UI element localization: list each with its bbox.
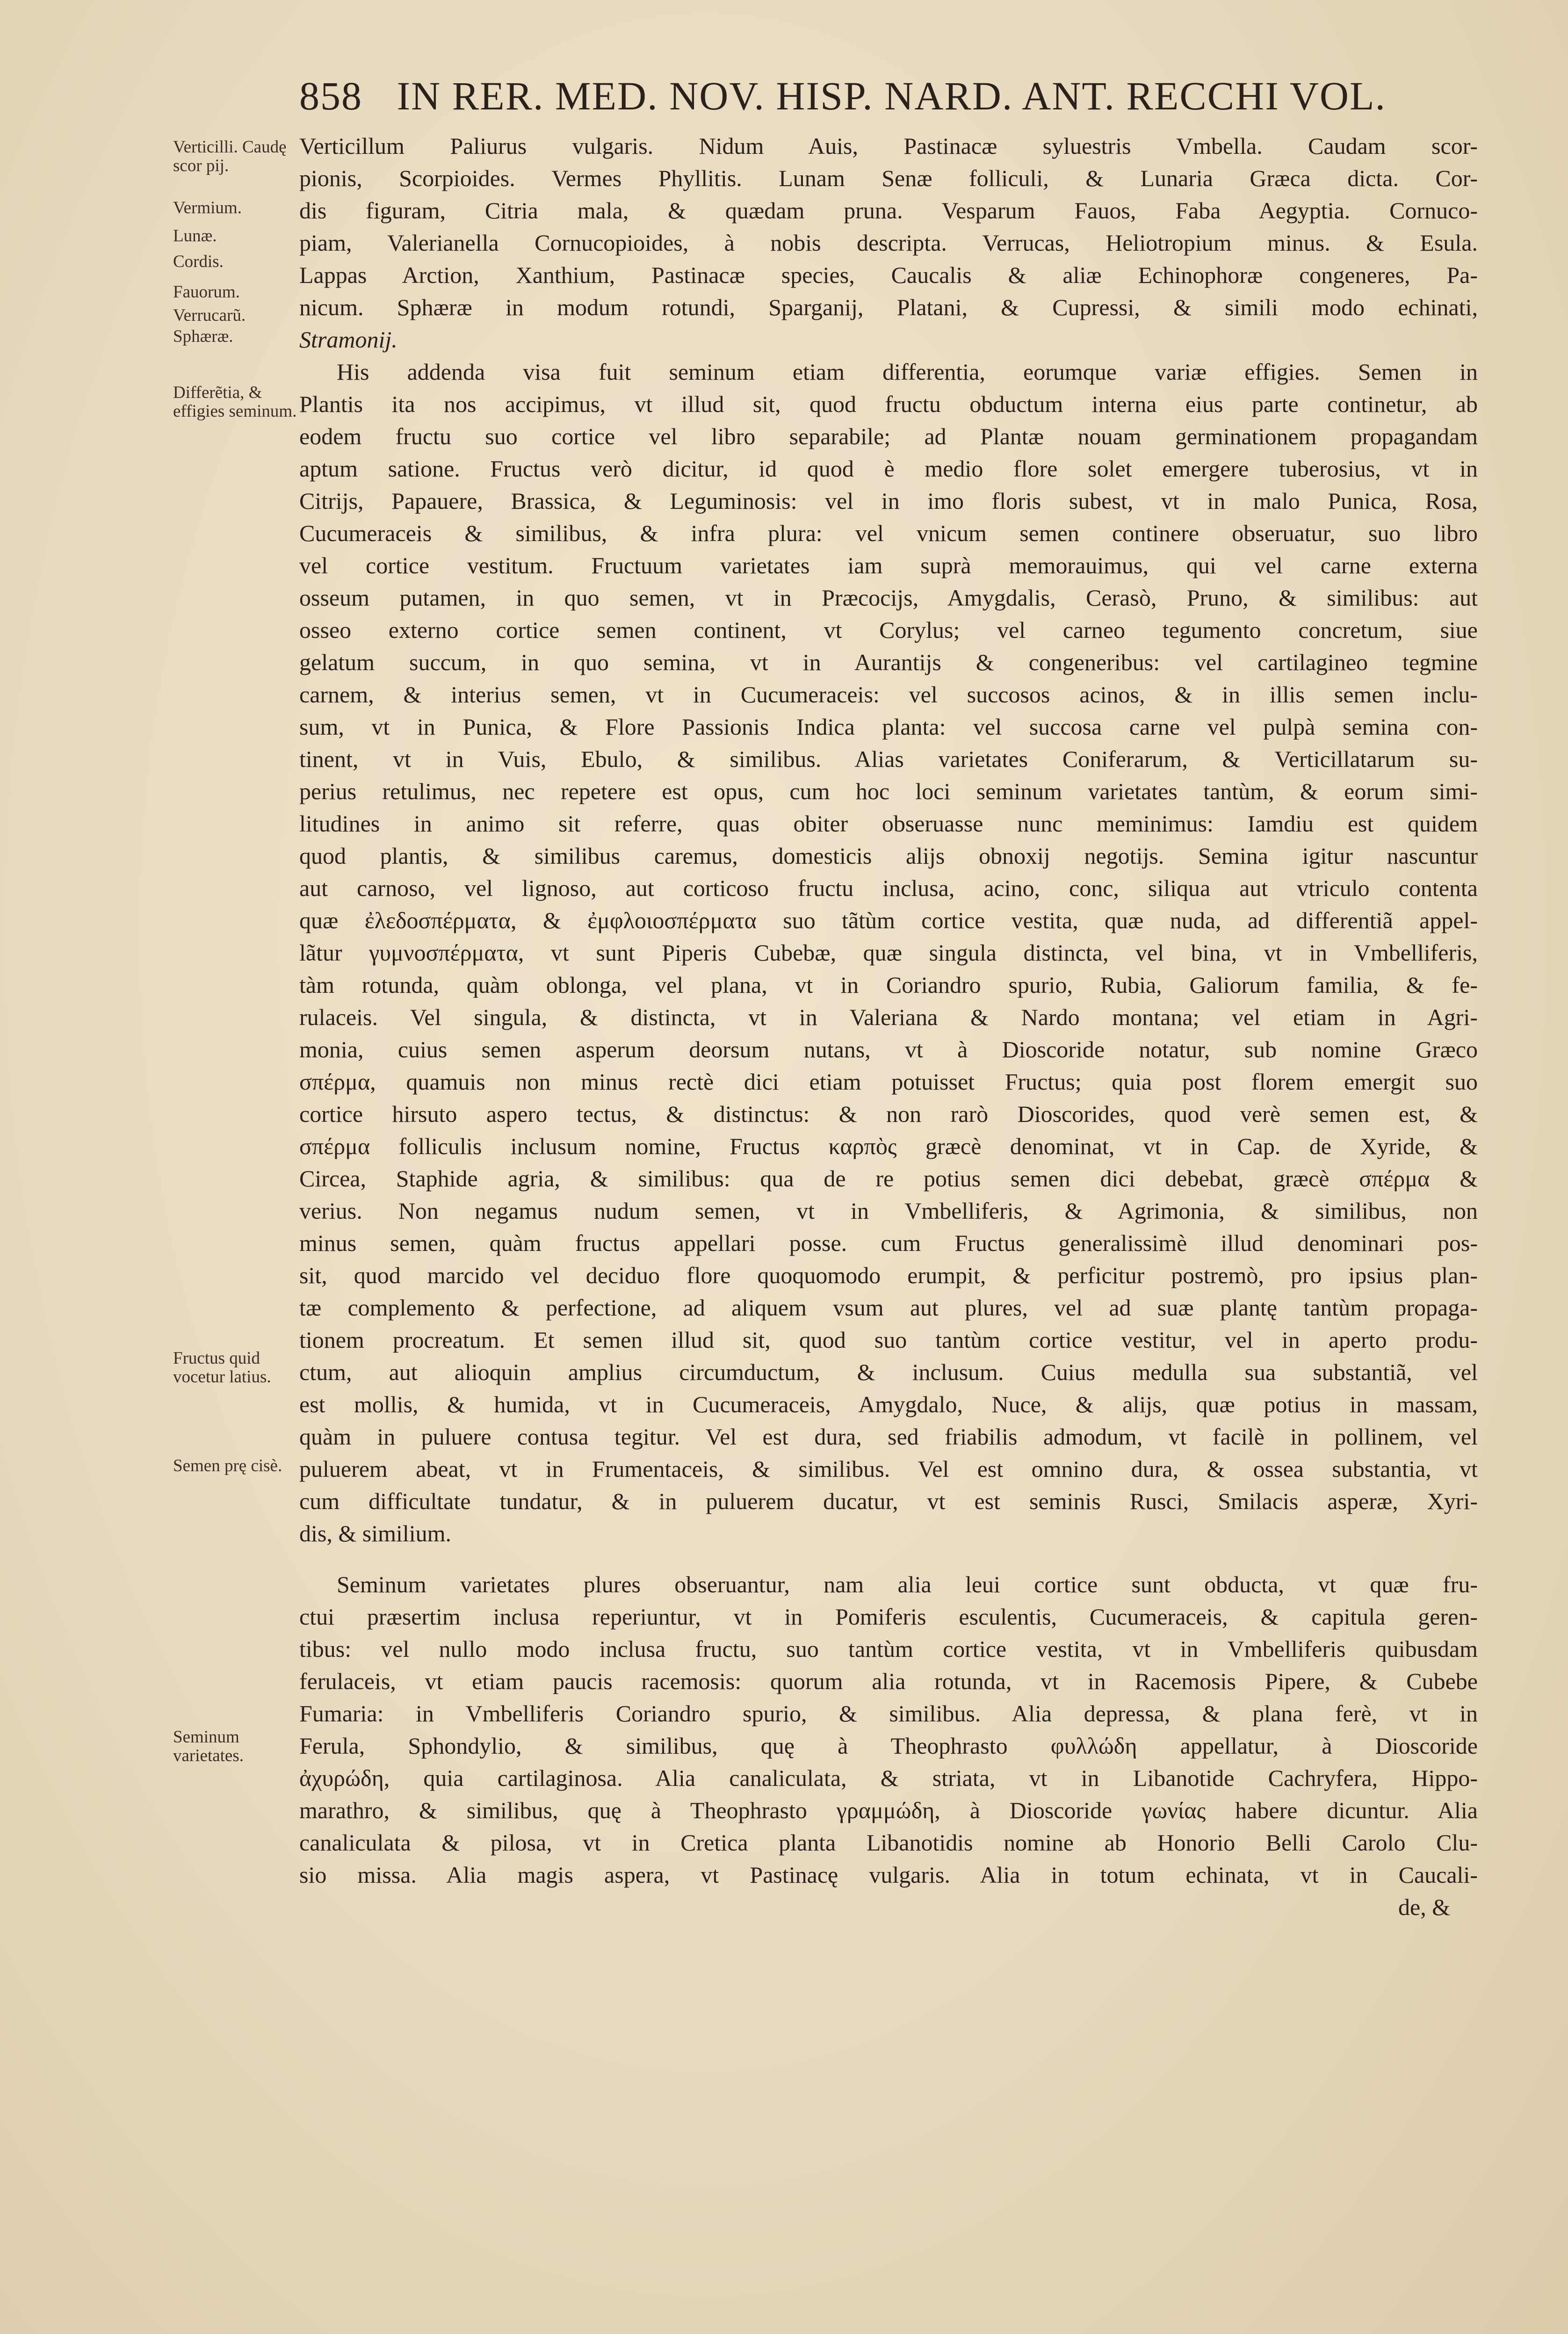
text-line: sit, quod marcido vel deciduo flore quoquomodo erumpit, & perficitur postremò, pro ipsius plan- bbox=[299, 1262, 1478, 1288]
text-line: aptum satione. Fructus verò dicitur, id quod è medio flore solet emergere tuberosius, vt in bbox=[299, 455, 1478, 482]
text-line: cum difficultate tundatur, & in puluerem ducatur, vt est seminis Rusci, Smilacis asperæ, Xyri- bbox=[299, 1488, 1478, 1514]
text-line: vel cortice vestitum. Fructuum varietates iam suprà memorauimus, qui vel carne externa bbox=[299, 552, 1478, 578]
text-line: Verticillum Paliurus vulgaris. Nidum Auis, Pastinacæ syluestris Vmbella. Caudam scor- bbox=[299, 133, 1478, 159]
paragraph-2 bbox=[299, 356, 1478, 1550]
text-line: verius. Non negamus nudum semen, vt in Vmbelliferis, & Agrimonia, & similibus, non bbox=[299, 1198, 1478, 1224]
margin-note-sphaerae: Sphæræ. bbox=[173, 327, 233, 346]
text-line: σπέρμα folliculis inclusum nomine, Fructus καρπὸς græcè denominat, vt in Cap. de Xyride, & bbox=[299, 1133, 1478, 1159]
margin-note-fauorum: Fauorum. bbox=[173, 282, 240, 302]
main-text bbox=[299, 130, 1478, 1923]
text-line: puluerem abeat, vt in Frumentaceis, & similibus. Vel est omnino dura, & ossea substantia, vt bbox=[299, 1456, 1478, 1482]
text-line: tæ complemento & perfectione, ad aliquem vsum aut plures, vel ad suæ plantę tantùm propaga- bbox=[299, 1294, 1478, 1321]
text-line: eodem fructu suo cortice vel libro separabile; ad Plantæ nouam germinationem propagandam bbox=[299, 423, 1478, 449]
text-line: litudines in animo sit referre, quas obiter obseruasse nunc meminimus: Iamdiu est quidem bbox=[299, 810, 1478, 837]
text-line: gelatum succum, in quo semina, vt in Aurantijs & congeneribus: vel cartilagineo tegmine bbox=[299, 649, 1478, 675]
text-line: quod plantis, & similibus caremus, domesticis alijs obnoxij negotijs. Semina igitur nascuntur bbox=[299, 843, 1478, 869]
margin-note-semen-precise: Semen prę cisè. bbox=[173, 1456, 282, 1475]
text-line: ferulaceis, vt etiam paucis racemosis: quorum alia rotunda, vt in Racemosis Pipere, & Cubebe bbox=[299, 1668, 1478, 1694]
text-line: ἀχυρώδη, quia cartilaginosa. Alia canaliculata, & striata, vt in Libanotide Cachryfera, Hippo- bbox=[299, 1765, 1478, 1791]
text-line: His addenda visa fuit seminum etiam differentia, eorumque variæ effigies. Semen in bbox=[337, 359, 1478, 385]
text-line: Ferula, Sphondylio, & similibus, quę à Theophrasto φυλλώδη appellatur, à Dioscoride bbox=[299, 1733, 1478, 1759]
text-line: minus semen, quàm fructus appellari posse. cum Fructus generalissimè illud denominari pos- bbox=[299, 1230, 1478, 1256]
text-line: tinent, vt in Vuis, Ebulo, & similibus. Alias varietates Coniferarum, & Verticillatarum su- bbox=[299, 746, 1478, 772]
text-line: rulaceis. Vel singula, & distincta, vt in Valeriana & Nardo montana; vel etiam in Agri- bbox=[299, 1004, 1478, 1030]
text-line: dis figuram, Citria mala, & quædam pruna. Vesparum Fauos, Faba Aegyptia. Cornuco- bbox=[299, 197, 1478, 224]
margin-note-verticilli: Verticilli. Caudę scor pij. bbox=[173, 137, 287, 175]
text-line: quæ ἐλεδοσπέρματα, & ἐμφλοιοσπέρματα suo tãtùm cortice vestita, quæ nuda, ad differentiã appel- bbox=[299, 907, 1478, 933]
text-line: Lappas Arction, Xanthium, Pastinacæ species, Caucalis & aliæ Echinophoræ congeneres, Pa- bbox=[299, 262, 1478, 288]
catchword: de, & bbox=[1398, 1894, 1451, 1920]
margin-note-seminum-varietates: Seminum varietates. bbox=[173, 1727, 244, 1765]
text-line: sum, vt in Punica, & Flore Passionis Indica planta: vel succosa carne vel pulpà semina con- bbox=[299, 714, 1478, 740]
text-line: Cucumeraceis & similibus, & infra plura: vel vnicum semen continere obseruatur, suo libro bbox=[299, 520, 1478, 546]
text-line: perius retulimus, nec repetere est opus, cum hoc loci seminum varietates tantùm, & eorum simi- bbox=[299, 778, 1478, 804]
text-line: canaliculata & pilosa, vt in Cretica planta Libanotidis nomine ab Honorio Belli Carolo Clu- bbox=[299, 1829, 1478, 1856]
text-line: Citrijs, Papauere, Brassica, & Leguminosis: vel in imo floris subest, vt in malo Punica, Rosa, bbox=[299, 488, 1478, 514]
text-line: Plantis ita nos accipimus, vt illud sit, quod fructu obductum interna eius parte continetur, ab bbox=[299, 391, 1478, 417]
text-line: pionis, Scorpioides. Vermes Phyllitis. Lunam Senæ folliculi, & Lunaria Græca dicta. Cor- bbox=[299, 165, 1478, 191]
text-line: marathro, & similibus, quę à Theophrasto γραμμώδη, à Dioscoride γωνίας habere dicuntur. Alia bbox=[299, 1797, 1478, 1823]
text-line: ctui præsertim inclusa reperiuntur, vt in Pomiferis esculentis, Cucumeraceis, & capitula geren- bbox=[299, 1604, 1478, 1630]
paragraph-3 bbox=[299, 1568, 1478, 1923]
text-line: piam, Valerianella Cornucopioides, à nobis descripta. Verrucas, Heliotropium minus. & Esula. bbox=[299, 230, 1478, 256]
running-head bbox=[299, 70, 1422, 122]
text-line: ctum, aut alioquin amplius circumductum, & inclusum. Cuius medulla sua substantiã, vel bbox=[299, 1359, 1478, 1385]
paragraph-1 bbox=[299, 130, 1478, 356]
text-line: tionem procreatum. Et semen illud sit, quod suo tantùm cortice vestitur, vel in aperto produ- bbox=[299, 1327, 1478, 1353]
margin-note-differentia: Differẽtia, & effigies seminum. bbox=[173, 383, 297, 421]
text-line: Circea, Staphide agria, & similibus: qua de re potius semen dici debebat, græcè σπέρμα & bbox=[299, 1165, 1478, 1192]
text-line: monia, cuius semen asperum deorsum nutans, vt à Dioscoride notatur, sub nomine Græco bbox=[299, 1036, 1478, 1062]
text-line: tibus: vel nullo modo inclusa fructu, suo tantùm cortice vestita, vt in Vmbelliferis quibusdam bbox=[299, 1636, 1478, 1662]
text-line: tàm rotunda, quàm oblonga, vel plana, vt in Coriandro spurio, Rubia, Galiorum familia, & fe- bbox=[299, 972, 1478, 998]
text-line: Fumaria: in Vmbelliferis Coriandro spurio, & similibus. Alia depressa, & plana ferè, vt in bbox=[299, 1700, 1478, 1727]
text-line: osseo externo cortice semen continent, vt Corylus; vel carneo tegumento concretum, siue bbox=[299, 617, 1478, 643]
running-title: IN RER. MED. NOV. HISP. NARD. ANT. RECCHI VOL. bbox=[397, 73, 1387, 118]
text-line: dis, & similium. bbox=[299, 1520, 452, 1546]
text-line: cortice hirsuto aspero tectus, & distinctus: & non rarò Dioscorides, quod verè semen est, & bbox=[299, 1101, 1478, 1127]
text-line: nicum. Sphæræ in modum rotundi, Sparganij, Platani, & Cupressi, & simili modo echinati, bbox=[299, 294, 1478, 320]
margin-note-verrucarum: Verrucarũ. bbox=[173, 306, 246, 325]
margin-note-lunae: Lunæ. bbox=[173, 226, 217, 246]
paragraph-gap bbox=[299, 1550, 1478, 1568]
margin-note-fructus: Fructus quid vocetur latius. bbox=[173, 1349, 271, 1387]
text-line: Seminum varietates plures obseruantur, nam alia leui cortice sunt obducta, vt quæ fru- bbox=[337, 1571, 1478, 1597]
text-line: quàm in puluere contusa tegitur. Vel est dura, sed friabilis admodum, vt facilè in pollinem, vel bbox=[299, 1424, 1478, 1450]
text-line: lãtur γυμνοσπέρματα, vt sunt Piperis Cubebæ, quæ singula distincta, vel bina, vt in Vmbelliferis, bbox=[299, 939, 1478, 966]
text-line: Stramonij. bbox=[299, 326, 397, 353]
text-line: osseum putamen, in quo semen, vt in Præcocijs, Amygdalis, Cerasò, Pruno, & similibus: aut bbox=[299, 585, 1478, 611]
text-line: est mollis, & humida, vt in Cucumeraceis, Amygdalo, Nuce, & alijs, quæ potius in massam, bbox=[299, 1391, 1478, 1417]
page-number: 858 bbox=[299, 73, 362, 118]
margin-note-cordis: Cordis. bbox=[173, 252, 224, 271]
text-line: aut carnoso, vel lignoso, aut corticoso fructu inclusa, acino, conc, siliqua aut vtriculo contenta bbox=[299, 875, 1478, 901]
text-line: sio missa. Alia magis aspera, vt Pastinacę vulgaris. Alia in totum echinata, vt in Caucali- bbox=[299, 1862, 1478, 1888]
margin-note-vermium: Vermium. bbox=[173, 198, 242, 217]
text-line: carnem, & interius semen, vt in Cucumeraceis: vel succosos acinos, & in illis semen inclu- bbox=[299, 681, 1478, 708]
text-line: σπέρμα, quamuis non minus rectè dici etiam potuisset Fructus; quia post florem emergit suo bbox=[299, 1069, 1478, 1095]
